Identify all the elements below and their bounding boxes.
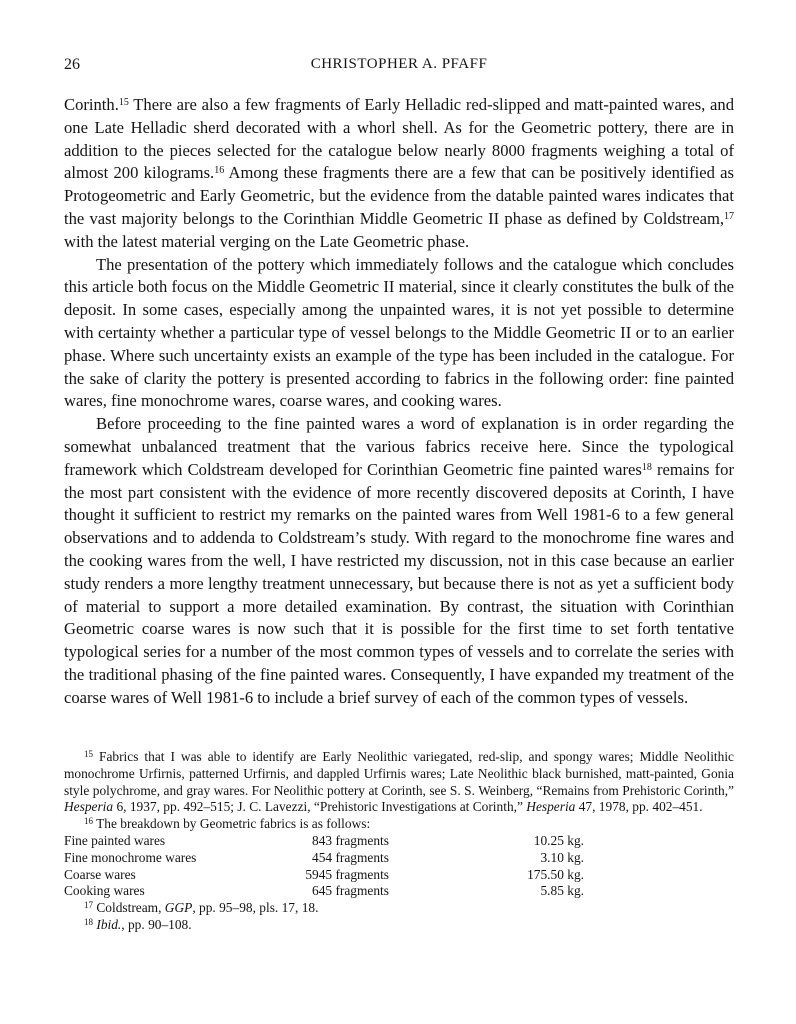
table-row bbox=[64, 867, 584, 884]
fabric-cell: Fine painted wares bbox=[64, 832, 166, 848]
footnote-18 bbox=[64, 917, 734, 934]
weight-cell: 3.10 kg. bbox=[540, 849, 584, 865]
text-run: 47, 1978, pp. 402–451. bbox=[575, 799, 703, 815]
table-row bbox=[64, 833, 584, 850]
fragments-cell: 645 fragments bbox=[312, 883, 389, 899]
fabric-cell: Fine monochrome wares bbox=[64, 849, 197, 865]
text-run: The breakdown by Geometric fabrics is as follows: bbox=[96, 816, 371, 832]
weight-cell: 175.50 kg. bbox=[527, 866, 584, 882]
running-head: CHRISTOPHER A. PFAFF bbox=[310, 56, 488, 72]
text-run: Among these fragments there are a few that can be positively identified as Protogeometric and Early Geometric, but the evidence from the datable painted wares indicates that the vast majority belongs to the Corinthian Middle Geometric II phase as defined by Coldstream, bbox=[64, 163, 734, 228]
text-run: Coldstream, bbox=[96, 900, 165, 916]
ibid-abbreviation: Ibid. bbox=[96, 916, 122, 932]
book-abbreviation: GGP bbox=[164, 900, 193, 916]
footnote-number: 16 bbox=[84, 816, 93, 827]
fragments-cell: 454 fragments bbox=[312, 849, 389, 865]
fabric-breakdown-table bbox=[64, 833, 584, 900]
paragraph-3 bbox=[64, 413, 734, 709]
text-run: Corinth. bbox=[64, 95, 119, 114]
table-row bbox=[64, 883, 584, 900]
footnote-ref-16[interactable]: 16 bbox=[214, 165, 225, 177]
table-row bbox=[64, 850, 584, 867]
paragraph-1 bbox=[64, 94, 734, 254]
text-run: , pp. 95–98, pls. 17, 18. bbox=[192, 900, 319, 916]
footnote-number: 18 bbox=[84, 916, 93, 927]
fragments-cell: 843 fragments bbox=[312, 832, 389, 848]
weight-cell: 5.85 kg. bbox=[540, 883, 584, 899]
text-run: 6, 1937, pp. 492–515; J. C. Lavezzi, “Prehistoric Investigations at Corinth,” bbox=[113, 799, 527, 815]
paragraph-2: The presentation of the pottery which immediately follows and the catalogue which concludes this article both focus on the Middle Geometric II material, since it clearly constitutes the bulk of the deposit. In some cases, especially among the unpainted wares, it is not yet possible to determine with certainty whether a particular type of vessel belongs to the Middle Geometric II or to an earlier phase. Where such uncertainty exists an example of the type has been included in the catalogue. For the sake of clarity the pottery is presented according to fabrics in the following order: fine painted wares, fine monochrome wares, coarse wares, and cooking wares. bbox=[64, 254, 734, 411]
fragments-cell: 5945 fragments bbox=[305, 866, 389, 882]
text-run: with the latest material verging on the Late Geometric phase. bbox=[64, 231, 470, 251]
text-run: remains for the most part consistent with the evidence of more recently discovered deposits at Corinth, I have thought it sufficient to restrict my remarks on the painted wares from Well 1981-6 to a few general observations and to addenda to Coldstream’s study. With regard to the monochrome fine wares and the cooking wares from the well, I have restricted my discussion, not in this case because an earlier study renders a more lengthy treatment unnecessary, but because there is not as yet a sufficient body of material to support a more detailed examination. By contrast, the situation with Corinthian Geometric coarse wares is now such that it is possible for the first time to set forth tentative typological series for a number of the most common types of vessels and to correlate the series with the traditional phasing of the fine painted wares. Consequently, I have expanded my treatment of the coarse wares of Well 1981-6 to include a brief survey of each of the common types of vessels. bbox=[64, 459, 734, 707]
fabric-cell: Cooking wares bbox=[64, 883, 145, 899]
footnotes bbox=[64, 749, 734, 934]
footnote-number: 17 bbox=[84, 900, 93, 911]
footnote-ref-18[interactable]: 18 bbox=[641, 461, 652, 473]
fabric-cell: Coarse wares bbox=[64, 866, 136, 882]
page-header bbox=[64, 56, 734, 78]
footnote-number: 15 bbox=[84, 749, 93, 759]
text-run: There are also a few fragments of Early Helladic red-slipped and matt-painted wares, and one Late Helladic sherd decorated with a whorl shell. As for the Geometric pottery, there are in addition to the pieces selected for the catalogue below nearly 8000 fragments weighing a total of almost 200 kilograms. bbox=[64, 95, 734, 183]
footnote-ref-17[interactable]: 17 bbox=[724, 210, 734, 222]
weight-cell: 10.25 kg. bbox=[533, 832, 584, 848]
text-run: Fabrics that I was able to identify are Early Neolithic variegated, red-slip, and spongy wares; Middle Neolithic monochrome Urfirnis, patterned Urfirnis, and dappled Urfirnis wares; Late Neolithic black burnished, matt-painted, Gonia style polychrome, and gray wares. For Neolithic pottery at Corinth, see S. S. Weinberg, “Remains from Prehistoric Corinth,” bbox=[64, 749, 734, 798]
footnote-16 bbox=[64, 816, 734, 833]
footnote-ref-15[interactable]: 15 bbox=[118, 97, 129, 108]
journal-title: Hesperia bbox=[526, 799, 576, 815]
text-run: Before proceeding to the fine painted wares a word of explanation is in order regarding the somewhat unbalanced treatment that the various fabrics receive here. Since the typological framework which Coldstream developed for Corinthian Geometric fine painted wares bbox=[64, 414, 734, 479]
body-text bbox=[64, 94, 734, 710]
text-run: , pp. 90–108. bbox=[121, 916, 192, 932]
journal-title: Hesperia bbox=[64, 799, 114, 815]
page-number: 26 bbox=[64, 56, 80, 73]
footnote-17 bbox=[64, 900, 734, 917]
footnote-15 bbox=[64, 749, 734, 816]
